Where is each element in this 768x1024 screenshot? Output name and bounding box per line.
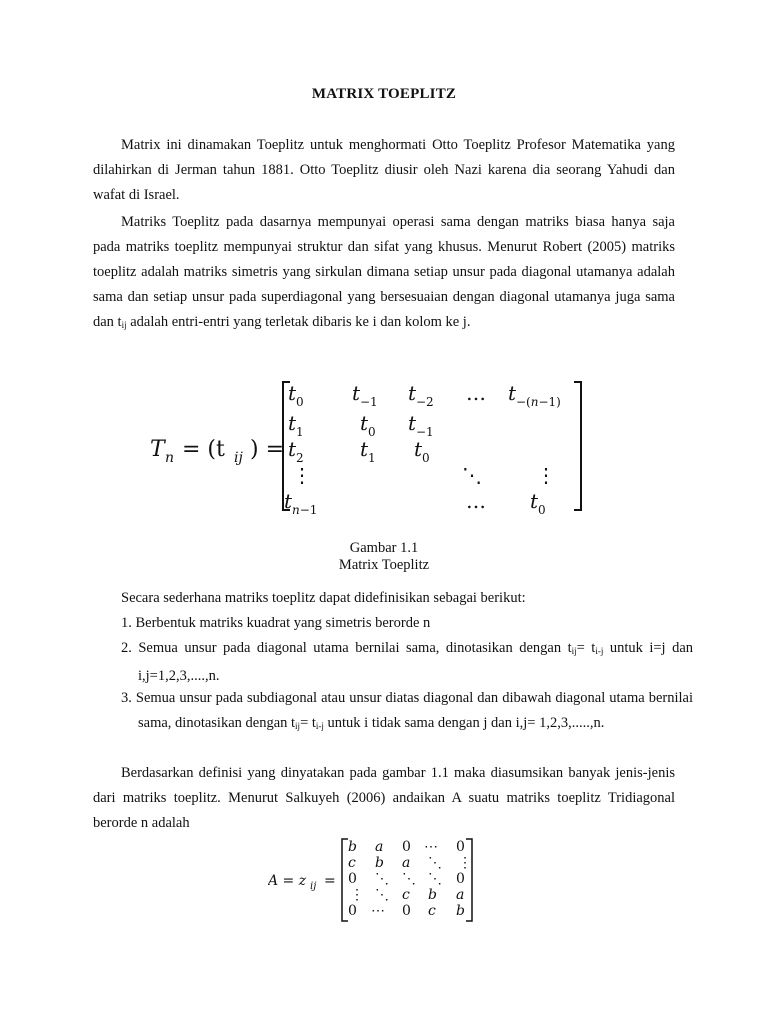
svg-text:t: t — [288, 411, 297, 435]
svg-text:1: 1 — [368, 451, 376, 465]
paragraph-intro — [93, 133, 675, 208]
list-item-2-text-a: 2. Semua unsur pada diagonal utama bernilai sama, dinotasikan dengan t — [121, 640, 572, 656]
svg-text:⋱: ⋱ — [402, 871, 416, 887]
subscript-ij: ij — [121, 320, 127, 330]
svg-text:−(n−1): −(n−1) — [516, 395, 561, 409]
svg-text:b: b — [428, 887, 437, 903]
svg-text:0: 0 — [368, 425, 376, 439]
svg-text:0: 0 — [402, 903, 411, 919]
page-title: MATRIX TOEPLITZ — [311, 86, 457, 102]
subscript: i-j — [315, 721, 324, 731]
list-item-1: 1. Berbentuk matriks kuadrat yang simetris berorde n — [121, 615, 431, 631]
svg-text:c: c — [348, 855, 356, 871]
svg-text:t: t — [360, 437, 369, 461]
svg-text:…: … — [466, 489, 486, 513]
svg-text:t: t — [414, 437, 423, 461]
lhs-subscript: n — [165, 450, 175, 466]
svg-text:⋱: ⋱ — [375, 871, 389, 887]
svg-text:⋮: ⋮ — [350, 887, 364, 903]
lhs-mid: = (t — [182, 437, 225, 462]
eq2-equals: = — [324, 873, 336, 889]
svg-text:0: 0 — [456, 871, 465, 887]
svg-text:b: b — [456, 903, 465, 919]
list-item-3-text-c: untuk i tidak sama dengan j dan i,j= 1,2,3,.....,n. — [323, 715, 605, 731]
list-item-3-text-a: 3. Semua unsur pada subdiagonal atau unsur diatas diagonal dan dibawah diagonal utama bernilai sama, dinotasikan dengan t — [121, 690, 693, 731]
svg-text:a: a — [402, 855, 411, 871]
svg-text:c: c — [402, 887, 410, 903]
svg-text:…: … — [466, 381, 486, 405]
paragraph-summary-text: Secara sederhana matriks toeplitz dapat didefinisikan sebagai berikut: — [121, 590, 526, 606]
svg-text:t: t — [288, 437, 297, 461]
svg-text:0: 0 — [538, 503, 546, 516]
paragraph-assumption-text: Berdasarkan definisi yang dinyatakan pada gambar 1.1 maka diasumsikan banyak jenis-jenis dari matriks toeplitz. Menurut Salkuyeh (2006) andaikan A suatu matriks toeplitz Tridiagonal berorde n adalah — [93, 765, 675, 831]
svg-text:0: 0 — [348, 871, 357, 887]
paragraph-assumption — [93, 761, 675, 836]
svg-text:t: t — [352, 381, 361, 405]
lhs-symbol: T — [150, 437, 165, 462]
paragraph-definition-text: Matriks Toeplitz pada dasarnya mempunyai operasi sama dengan matriks biasa hanya saja pada matriks toeplitz mempunyai struktur dan sifat yang khusus. Menurut Robert (2005) matriks toeplitz adalah matriks simetris yang sirkulan dimana setiap unsur pada diagonal utamanya adalah sama dan setiap unsur pada superdiagonal yang bersesuaian dengan diagonal utamanya juga sama dan t — [93, 214, 675, 330]
svg-text:0: 0 — [456, 839, 465, 855]
svg-text:0: 0 — [422, 451, 430, 465]
svg-text:⋯: ⋯ — [424, 839, 438, 855]
subscript: i-j — [595, 646, 604, 656]
svg-text:0: 0 — [402, 839, 411, 855]
lhs-mid-subscript: ij — [234, 450, 243, 466]
list-item-2-text-c: untuk i=j dan i,j=1,2,3,....,n. — [138, 640, 694, 684]
right-bracket — [574, 382, 581, 510]
svg-text:a: a — [375, 839, 384, 855]
list-item-3 — [121, 686, 693, 739]
svg-text:t: t — [288, 381, 297, 405]
paragraph-definition-text-end: adalah entri-entri yang terletak dibaris ke i dan kolom ke j. — [126, 314, 471, 330]
list-item-2-text-b: = t — [576, 640, 596, 656]
svg-text:⋮: ⋮ — [458, 855, 472, 871]
svg-text:t: t — [360, 411, 369, 435]
svg-text:⋱: ⋱ — [462, 463, 482, 487]
tridiagonal-matrix-equation — [268, 835, 478, 925]
right-bracket — [466, 839, 472, 921]
svg-text:n−1: n−1 — [292, 503, 318, 516]
figure-caption-number: Gambar 1.1 — [349, 540, 419, 556]
subscript: ij — [295, 721, 301, 731]
svg-text:t: t — [508, 381, 517, 405]
svg-text:⋱: ⋱ — [428, 855, 442, 871]
svg-text:t: t — [284, 489, 293, 513]
svg-text:−1: −1 — [416, 425, 434, 439]
eq2-lhs-subscript: ij — [310, 881, 317, 892]
svg-text:1: 1 — [296, 425, 304, 439]
svg-text:b: b — [375, 855, 384, 871]
svg-text:0: 0 — [296, 395, 304, 409]
svg-text:t: t — [530, 489, 539, 513]
svg-text:⋮: ⋮ — [292, 463, 312, 487]
svg-text:2: 2 — [296, 451, 304, 465]
paragraph-summary — [93, 586, 675, 611]
paragraph-intro-text: Matrix ini dinamakan Toeplitz untuk menghormati Otto Toeplitz Profesor Matematika yang dilahirkan di Jerman tahun 1881. Otto Toeplitz diusir oleh Nazi karena dia seorang Yahudi dan wafat di Israel. — [93, 137, 675, 203]
paragraph-definition — [93, 210, 675, 338]
figure-caption-title: Matrix Toeplitz — [338, 557, 430, 573]
svg-text:−1: −1 — [360, 395, 378, 409]
svg-text:t: t — [408, 381, 417, 405]
svg-text:c: c — [428, 903, 436, 919]
lhs-mid-end: ) = — [250, 437, 285, 462]
svg-text:a: a — [456, 887, 465, 903]
svg-text:−2: −2 — [416, 395, 434, 409]
svg-text:⋯: ⋯ — [371, 903, 385, 919]
toeplitz-matrix-equation — [150, 376, 590, 516]
svg-text:b: b — [348, 839, 357, 855]
subscript: ij — [571, 646, 577, 656]
svg-text:⋮: ⋮ — [536, 463, 556, 487]
svg-text:t: t — [408, 411, 417, 435]
list-item-2 — [121, 636, 693, 689]
svg-text:⋱: ⋱ — [428, 871, 442, 887]
eq2-lhs: A = z — [268, 873, 307, 889]
svg-text:0: 0 — [348, 903, 357, 919]
list-item-3-text-b: = t — [300, 715, 316, 731]
svg-text:⋱: ⋱ — [375, 887, 389, 903]
